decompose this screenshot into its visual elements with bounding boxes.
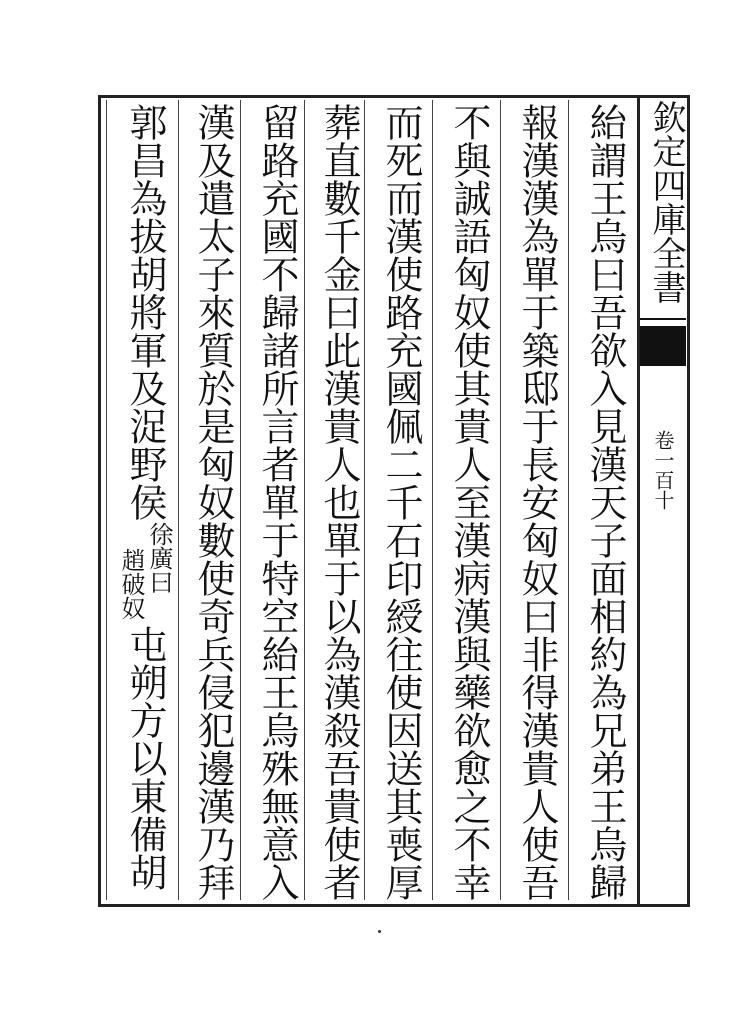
column-separator — [500, 100, 501, 900]
text-column-4: 而死而漢使路充國佩二千石印綬往使因送其喪厚 — [379, 103, 423, 901]
text-column-8-head: 郭昌為拔胡將軍及浞野侯 — [123, 103, 167, 521]
column-separator — [568, 100, 569, 900]
text-column-1: 紿謂王烏曰吾欲入見漢天子面相約為兄弟王烏歸 — [583, 103, 627, 901]
fishtail-mark — [640, 326, 686, 366]
paper-speck — [378, 930, 381, 933]
fishtail-line — [640, 318, 686, 320]
text-column-7: 漢及遣太子來質於是匈奴數使奇兵侵犯邊漢乃拜 — [191, 103, 235, 901]
column-separator — [432, 100, 433, 900]
text-column-8-tail: 屯朔方以東備胡 — [123, 625, 167, 891]
text-column-6: 留路充國不歸諸所言者單于特空紿王烏殊無意入 — [255, 103, 299, 901]
note-line-left: 趙破奴 — [117, 548, 145, 620]
text-column-5: 葬直數千金曰此漢貴人也單于以為漢殺吾貴使者 — [317, 103, 361, 901]
volume-number: 卷一百十 — [651, 430, 675, 510]
interlinear-note — [117, 522, 173, 622]
column-separator — [364, 100, 365, 900]
text-column-2: 報漢漢為單于築邸于長安匈奴曰非得漢貴人使吾 — [515, 103, 559, 901]
column-separator — [304, 100, 305, 900]
column-separator — [240, 100, 241, 900]
book-title: 欽定四庫全書 — [646, 100, 686, 304]
column-separator — [178, 100, 179, 900]
note-line-right: 徐廣曰 — [145, 522, 173, 594]
text-column-3: 不與誠語匈奴使其貴人至漢病漢與藥欲愈之不幸 — [447, 103, 491, 901]
